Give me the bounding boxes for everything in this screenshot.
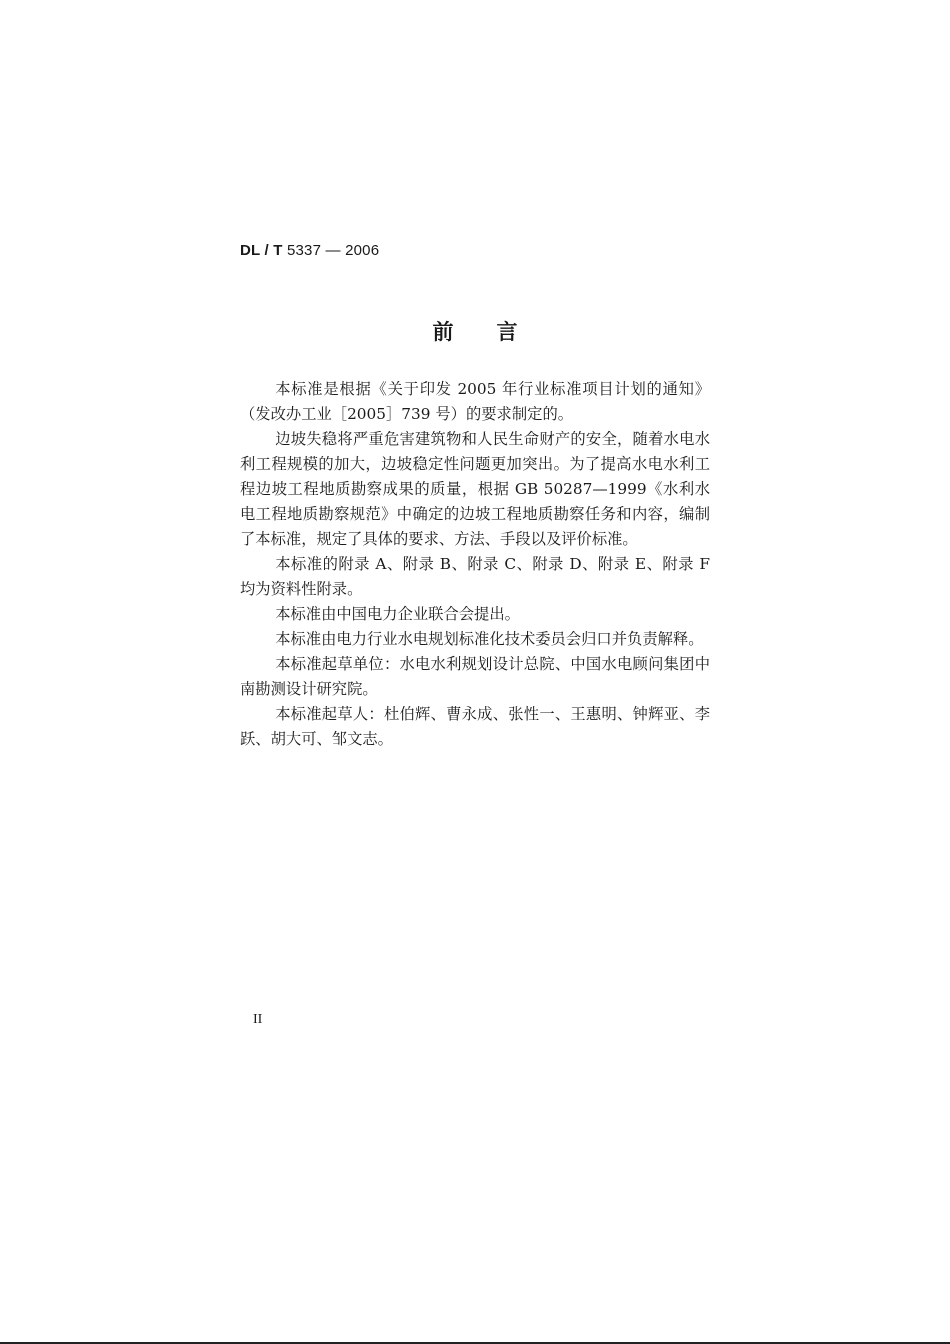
standard-prefix: DL (240, 242, 261, 259)
standard-type: T (273, 242, 283, 259)
paragraph-drafters: 本标准起草人：杜伯辉、曹永成、张性一、王惠明、钟辉亚、李跃、胡大可、邹文志。 (240, 705, 710, 748)
page-title: 前言 (432, 320, 561, 344)
standard-number: 5337 — 2006 (282, 242, 380, 259)
paragraph-proposer: 本标准由中国电力企业联合会提出。 (275, 605, 520, 623)
page-number: II (253, 1012, 263, 1027)
standard-slash: / (260, 242, 274, 259)
paragraph-purpose: 边坡失稳将严重危害建筑物和人民生命财产的安全，随着水电水利工程规模的加大，边坡稳定性问题更加突出。为了提高水电水利工程边坡工程地质勘察成果的质量，根据 GB 50287—1999《水利水电工程地质勘察规范》中确定的边坡工程地质勘察任务和内容，编制了本标准，规定了具体的要求、方法、手段以及评价标准。 (240, 430, 710, 548)
paragraph-drafting-units: 本标准起草单位：水电水利规划设计总院、中国水电顾问集团中南勘测设计研究院。 (240, 655, 710, 698)
paragraph-basis: 本标准是根据《关于印发 2005 年行业标准项目计划的通知》（发改办工业［2005］739 号）的要求制定的。 (240, 380, 710, 423)
paragraph-responsible: 本标准由电力行业水电规划标准化技术委员会归口并负责解释。 (275, 630, 704, 648)
paragraph-appendices: 本标准的附录 A、附录 B、附录 C、附录 D、附录 E、附录 F 均为资料性附录。 (240, 555, 710, 598)
standard-code (240, 242, 379, 259)
foreword-body (240, 377, 710, 752)
